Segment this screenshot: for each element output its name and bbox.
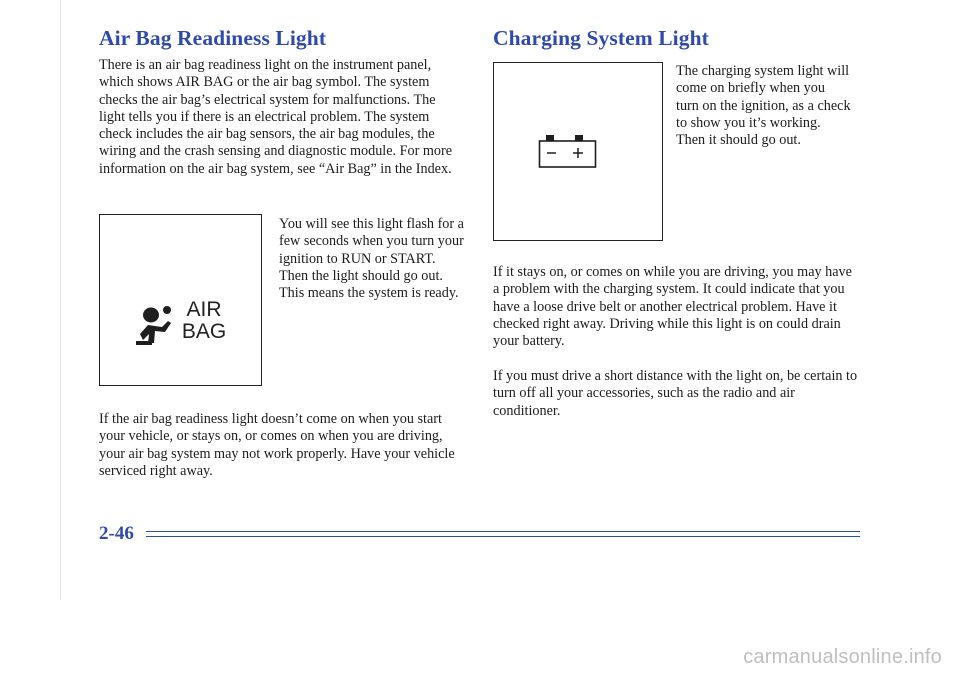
page-number: 2-46 <box>99 523 134 544</box>
charging-light-panel <box>493 62 663 241</box>
charging-side-text: The charging system light will come on briefly when you turn on the ignition, as a check to show you it’s working. Then it should go out. <box>676 63 851 149</box>
airbag-icon-label <box>178 299 230 343</box>
page-edge-line <box>60 0 61 600</box>
airbag-side-text: You will see this light flash for a few seconds when you turn your ignition to RUN or START. Then the light should go out. This means the system is ready. <box>279 216 464 302</box>
charging-heading: Charging System Light <box>493 26 709 50</box>
watermark: carmanualsonline.info <box>743 646 942 668</box>
charging-paragraph-2: If you must drive a short distance with the light on, be certain to turn off all your accessories, such as the radio and air conditioner. <box>493 368 858 419</box>
airbag-heading: Air Bag Readiness Light <box>99 26 327 50</box>
airbag-closing-paragraph: If the air bag readiness light doesn’t come on when you start your vehicle, or stays on, or comes on when you are driving, your air bag system may not work properly. Have your vehicle serviced right away. <box>99 411 455 479</box>
battery-icon <box>538 133 598 171</box>
airbag-intro-paragraph: There is an air bag readiness light on the instrument panel, which shows AIR BAG or the air bag symbol. The system checks the air bag’s electrical system for malfunctions. The light tells you if there is an electrical problem. The system check includes the air bag sensors, the air bag modules, the wiring and the crash sensing and diagnostic module. For more information on the air bag system, see “Air Bag” in the Index. <box>99 57 453 177</box>
airbag-icon-label-line1: AIR <box>186 298 222 321</box>
charging-paragraph-1: If it stays on, or comes on while you are driving, you may have a problem with the charging system. It could indicate that you have a loose drive belt or another electrical problem. Have it checked right away. Driving while this light is on could drain your battery. <box>493 264 852 350</box>
airbag-icon-label-line2: BAG <box>181 320 227 343</box>
airbag-light-panel <box>99 214 262 386</box>
footer-rule-bottom <box>146 536 860 537</box>
footer-rule-top <box>146 531 860 532</box>
